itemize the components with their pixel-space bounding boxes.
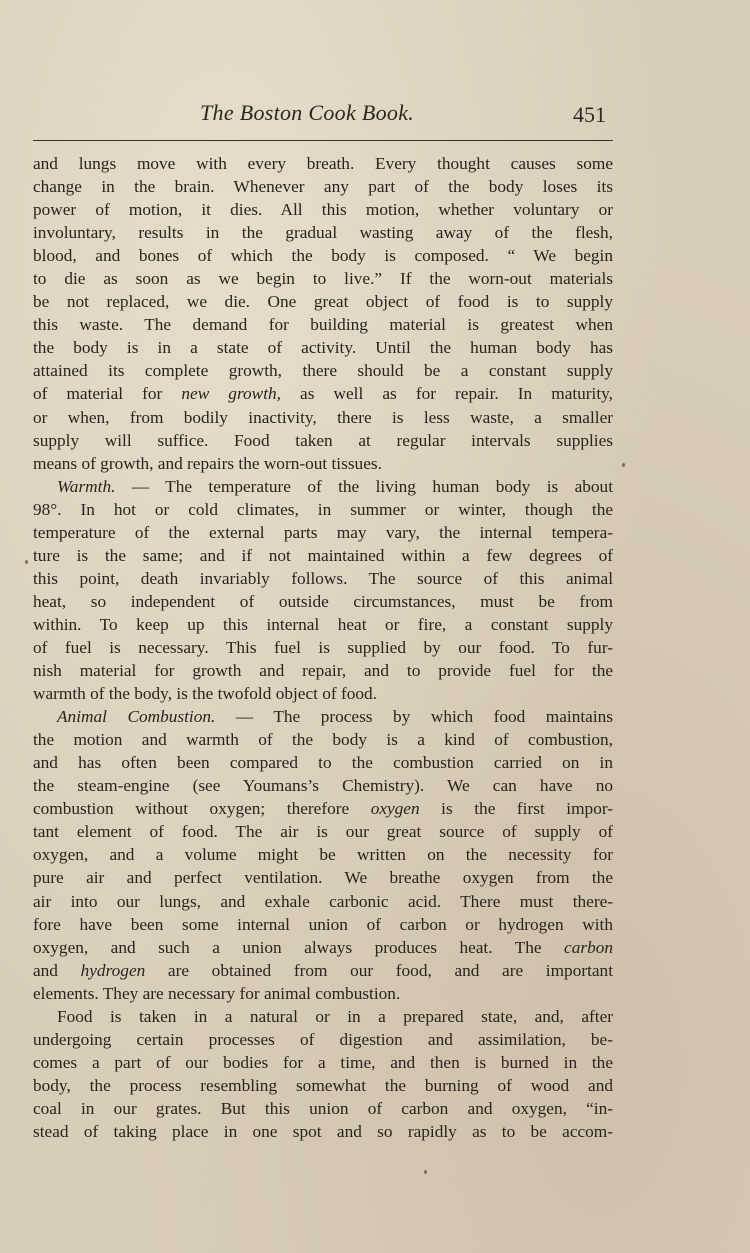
text-segment: attained its complete growth, there should be a constant supply: [33, 361, 613, 381]
text-segment: power of motion, it dies. All this motion, whether voluntary or: [33, 200, 613, 220]
text-segment: of fuel is necessary. This fuel is supplied by our food. To fur-: [33, 637, 613, 657]
text-segment: the steam-engine (see Youmans’s Chemistry). We can have no: [33, 776, 613, 796]
text-segment: heat, so independent of outside circumstances, must be from: [33, 591, 613, 611]
text-segment: undergoing certain processes of digestion and assimilation, be-: [33, 1029, 613, 1049]
text-line: [33, 313, 613, 336]
text-line: [33, 1005, 613, 1028]
text-line: [33, 475, 613, 498]
text-line: [33, 751, 613, 774]
text-segment: or when, from bodily inactivity, there is less waste, a smaller: [33, 407, 613, 427]
text-segment: involuntary, results in the gradual wasting away of the flesh,: [33, 223, 613, 243]
text-segment: combustion without oxygen; therefore: [33, 799, 371, 819]
text-segment: oxygen, and a volume might be written on the necessity for: [33, 845, 613, 865]
text-segment: elements. They are necessary for animal combustion.: [33, 983, 401, 1003]
text-line: [33, 959, 613, 982]
text-line: [33, 152, 613, 175]
text-line: [33, 659, 613, 682]
text-line: [33, 682, 613, 705]
text-segment: comes a part of our bodies for a time, and then is burned in the: [33, 1052, 613, 1072]
text-segment: and lungs move with every breath. Every thought causes some: [33, 154, 613, 173]
text-line: [33, 820, 613, 843]
text-line: [33, 406, 613, 429]
text-segment: ture is the same; and if not maintained within a few degrees of: [33, 545, 613, 565]
text-line: [33, 774, 613, 797]
text-segment: to die as soon as we begin to live.” If the worn-out materials: [33, 269, 613, 289]
text-line: [33, 1028, 613, 1051]
text-segment: oxygen, and such a union always produces heat. The: [33, 937, 565, 957]
text-line: [33, 613, 613, 636]
text-line: [33, 544, 613, 567]
text-segment: of material for: [33, 384, 182, 404]
text-segment: be not replaced, we die. One great object of food is to supply: [33, 292, 613, 312]
text-line: [33, 982, 613, 1005]
text-segment: — The temperature of the living human body is about: [115, 476, 613, 496]
paper-speck: [25, 560, 28, 564]
text-segment: supply will suffice. Food taken at regular intervals supplies: [33, 430, 613, 450]
paper-speck: [622, 463, 625, 467]
text-line: [33, 1051, 613, 1074]
text-line: [33, 890, 613, 913]
page-number: 451: [573, 102, 606, 127]
running-head: [0, 100, 750, 132]
text-line: [33, 797, 613, 820]
text-segment: the body is in a state of activity. Until the human body has: [33, 338, 613, 358]
text-line: [33, 498, 613, 521]
text-line: [33, 1097, 613, 1120]
italic-segment: carbon: [564, 937, 613, 957]
text-segment: pure air and perfect ventilation. We breathe oxygen from the: [33, 868, 613, 888]
text-segment: — The process by which food maintains: [215, 707, 613, 727]
text-line: [33, 913, 613, 936]
text-line: [33, 429, 613, 452]
text-line: [33, 359, 613, 382]
italic-segment: Warmth.: [57, 476, 116, 496]
text-segment: body, the process resembling somewhat the burning of wood and: [33, 1075, 613, 1095]
text-line: [33, 198, 613, 221]
text-line: [33, 636, 613, 659]
italic-segment: hydrogen: [80, 960, 146, 980]
text-line: [33, 843, 613, 866]
text-line: [33, 705, 613, 728]
text-line: [33, 1074, 613, 1097]
text-line: [33, 244, 613, 267]
text-line: [33, 936, 613, 959]
book-title: The Boston Cook Book.: [200, 100, 415, 125]
text-line: [33, 452, 613, 475]
text-segment: stead of taking place in one spot and so rapidly as to be accom-: [33, 1121, 613, 1141]
text-line: [33, 382, 613, 405]
text-segment: within. To keep up this internal heat or fire, a constant supply: [33, 614, 613, 634]
text-segment: Food is taken in a natural or in a prepared state, and, after: [57, 1006, 613, 1026]
text-line: [33, 267, 613, 290]
text-segment: 98°. In hot or cold climates, in summer or winter, though the: [33, 499, 613, 519]
text-segment: warmth of the body, is the twofold object of food.: [33, 684, 377, 704]
text-line: [33, 728, 613, 751]
text-segment: blood, and bones of which the body is composed. “ We begin: [33, 246, 613, 266]
italic-segment: oxygen: [370, 799, 420, 819]
text-segment: this point, death invariably follows. The source of this animal: [33, 568, 613, 588]
text-line: [33, 1120, 613, 1143]
text-segment: change in the brain. Whenever any part of the body loses its: [33, 177, 613, 197]
text-segment: temperature of the external parts may vary, the internal tempera-: [33, 522, 613, 542]
text-segment: tant element of food. The air is our great source of supply of: [33, 822, 613, 842]
text-segment: are obtained from our food, and are important: [145, 960, 614, 980]
text-segment: this waste. The demand for building material is greatest when: [33, 315, 613, 335]
paper-speck: [424, 1170, 427, 1174]
italic-segment: Animal Combustion.: [57, 707, 216, 727]
text-segment: and has often been compared to the combustion carried on in: [33, 753, 613, 773]
text-line: [33, 567, 613, 590]
text-line: [33, 866, 613, 889]
text-segment: nish material for growth and repair, and to provide fuel for the: [33, 661, 613, 681]
text-segment: fore have been some internal union of carbon or hydrogen with: [33, 914, 613, 934]
header-rule: [33, 140, 613, 141]
text-line: [33, 336, 613, 359]
text-line: [33, 590, 613, 613]
text-line: [33, 521, 613, 544]
text-line: [33, 221, 613, 244]
text-line: [33, 290, 613, 313]
text-segment: the motion and warmth of the body is a kind of combustion,: [33, 730, 613, 750]
italic-segment: new growth,: [181, 384, 281, 404]
text-segment: means of growth, and repairs the worn-out tissues.: [33, 453, 382, 473]
text-segment: as well as for repair. In maturity,: [280, 384, 613, 404]
text-segment: coal in our grates. But this union of carbon and oxygen, “in-: [33, 1098, 613, 1118]
text-segment: and: [33, 960, 81, 980]
text-segment: air into our lungs, and exhale carbonic acid. There must there-: [33, 891, 613, 911]
text-segment: is the first impor-: [419, 799, 613, 819]
text-line: [33, 175, 613, 198]
body-text: [33, 152, 613, 1143]
